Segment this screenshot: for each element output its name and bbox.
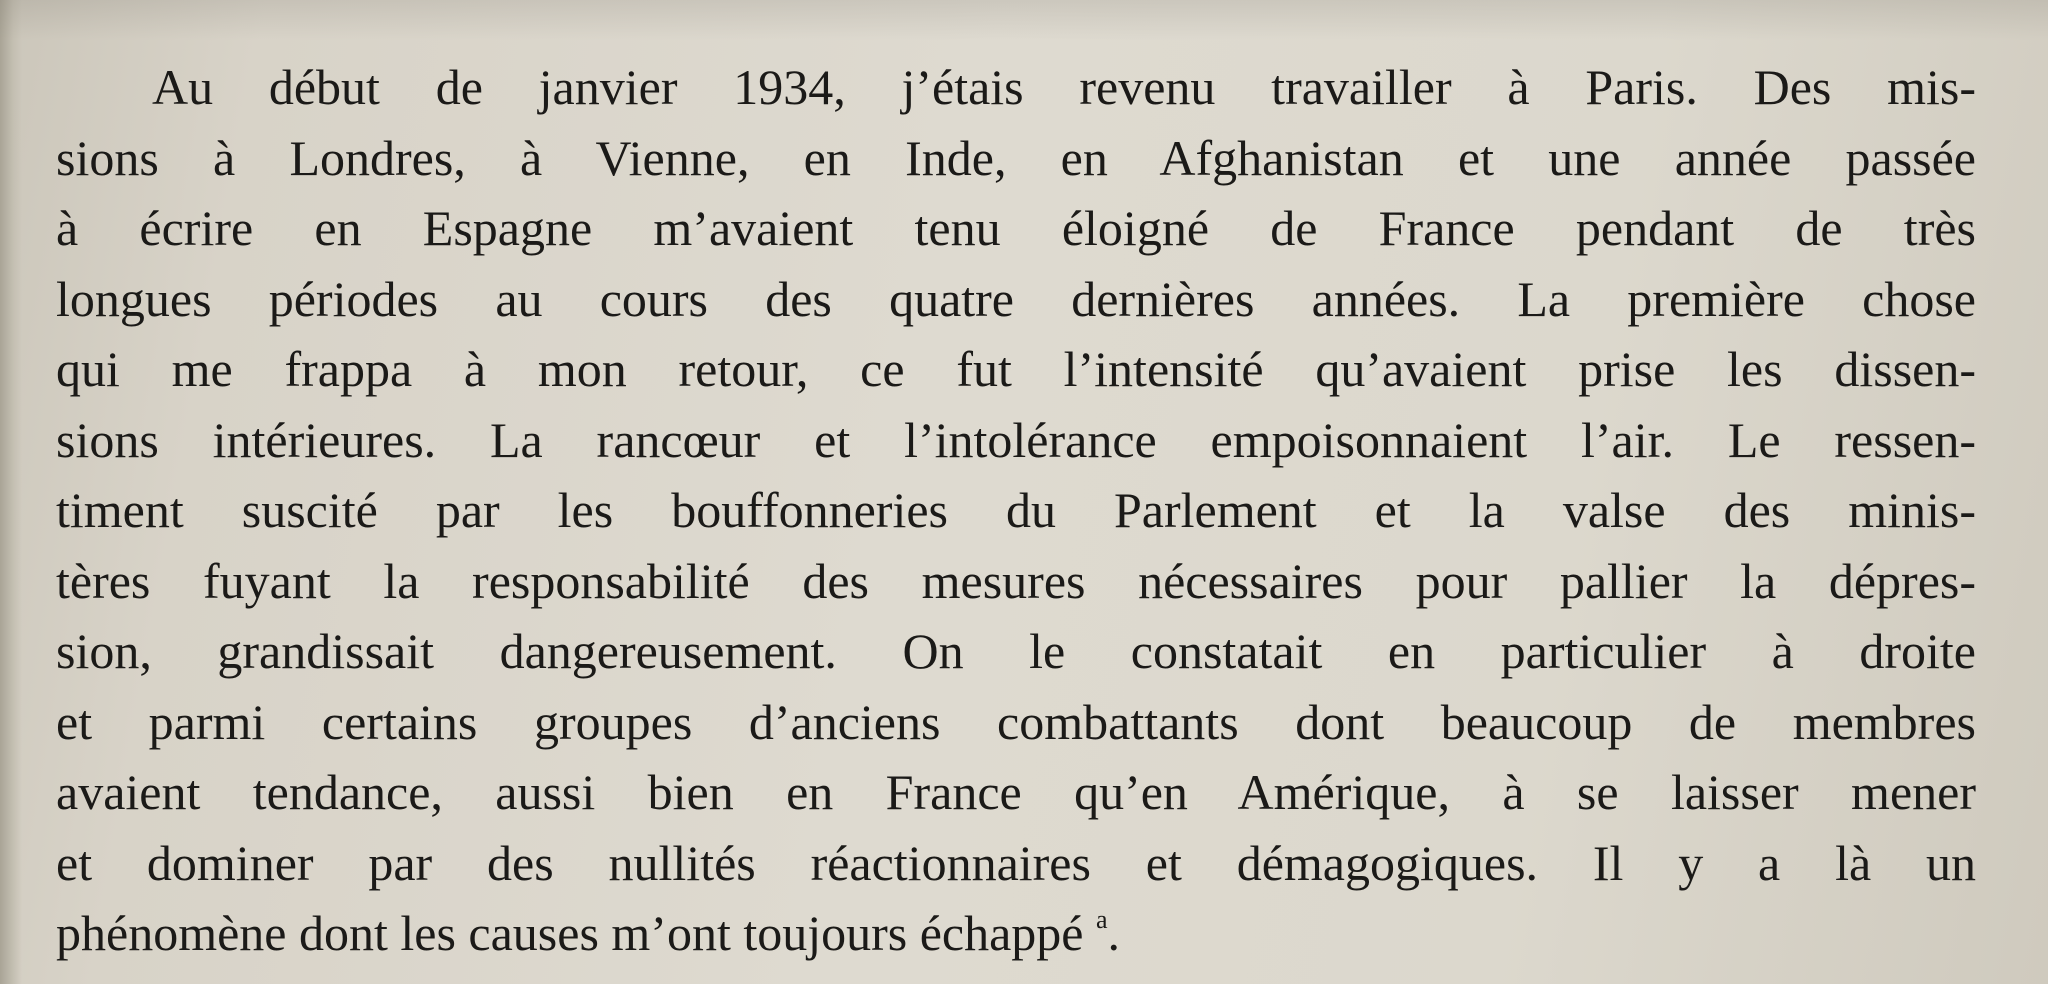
text-line-4: longues périodes au cours des quatre dernières années. La première chose [56, 270, 1976, 327]
final-punctuation: . [1107, 905, 1121, 961]
text-line-10: et parmi certains groupes d’anciens combattants dont beaucoup de membres [56, 693, 1976, 750]
paragraph-indent [56, 52, 152, 123]
text-line-3: à écrire en Espagne m’avaient tenu éloigné de France pendant de très [56, 200, 1976, 256]
page-top-shadow [0, 0, 2048, 40]
page-edge [0, 0, 22, 984]
text-line-8: tères fuyant la responsabilité des mesures nécessaires pour pallier la dépres- [56, 552, 1976, 609]
text-line-1-content: Au début de janvier 1934, j’étais revenu travailler à Paris. Des mis- [152, 59, 1976, 115]
text-line-6: sions intérieures. La rancœur et l’intolérance empoisonnaient l’air. Le ressen- [56, 411, 1976, 468]
text-line-13 [56, 898, 1976, 969]
text-line-12: et dominer par des nullités réactionnaires et démagogiques. Il y a là un [56, 834, 1976, 891]
text-line-11: avaient tendance, aussi bien en France qu’en Amérique, à se laisser mener [56, 764, 1976, 820]
text-line-7: timent suscité par les bouffonneries du Parlement et la valse des minis- [56, 482, 1976, 538]
footnote-marker[interactable]: a [1096, 905, 1108, 934]
text-line-1 [56, 52, 1976, 123]
text-line-9: sion, grandissait dangereusement. On le constatait en particulier à droite [56, 623, 1976, 679]
text-line-5: qui me frappa à mon retour, ce fut l’intensité qu’avaient prise les dissen- [56, 341, 1976, 397]
paragraph [56, 52, 1976, 969]
text-line-2: sions à Londres, à Vienne, en Inde, en Afghanistan et une année passée [56, 129, 1976, 186]
text-line-13-content: phénomène dont les causes m’ont toujours échappé [56, 905, 1084, 961]
